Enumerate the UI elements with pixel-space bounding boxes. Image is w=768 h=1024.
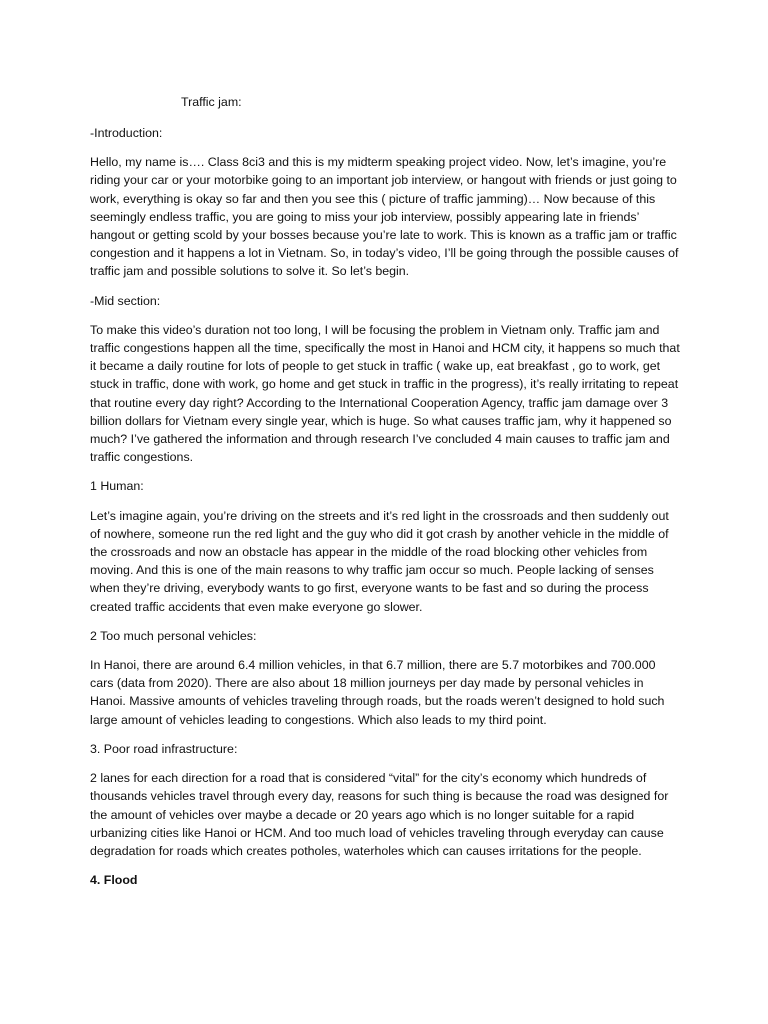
mid-section-heading: -Mid section: [90, 293, 161, 308]
document-body [90, 124, 680, 900]
infrastructure-paragraph: 2 lanes for each direction for a road that is considered “vital” for the city’s economy which hundreds of thousands vehicles travel through every day, reasons for such thing is because the road was designed for the amount of vehicles over maybe a decade or 20 years ago which is no longer suitable for a rapid urbanizing cities like Hanoi or HCM. And too much load of vehicles traveling through everyday can cause degradation for roads which creates potholes, waterholes which can causes irritations for the people. [90, 771, 669, 858]
human-heading: 1 Human: [90, 479, 144, 494]
personal-vehicles-paragraph: In Hanoi, there are around 6.4 million vehicles, in that 6.7 million, there are 5.7 motorbikes and 700.000 cars (data from 2020). There are also about 18 million journeys per day made by personal vehicles in Hanoi. Massive amounts of vehicles traveling through roads, but the roads weren’t designed to hold such large amount of vehicles leading to congestions. Which also leads to my third point. [90, 658, 665, 727]
introduction-heading: -Introduction: [90, 126, 163, 140]
human-paragraph: Let’s imagine again, you’re driving on the streets and it’s red light in the crossroads and then suddenly out of nowhere, someone run the red light and the guy who did it got crash by another vehicle in the middle of the crossroads and now an obstacle has appear in the middle of the road blocking other vehicles from moving. And this is one of the main reasons to why traffic jam occur so much. People lacking of senses when they’re driving, everybody wants to go first, everyone wants to be fast and so during the process created traffic accidents that even make everyone go slower. [90, 508, 669, 614]
mid-section-paragraph: To make this video’s duration not too long, I will be focusing the problem in Vietnam only. Traffic jam and traffic congestions happen all the time, specifically the most in Hanoi and HCM city, it happens so much that it became a daily routine for lots of people to get stuck in traffic ( wake up, eat breakfast , go to work, get stuck in traffic, done with work, go home and get stuck in traffic in the progress), it’s really irritating to repeat that routine every day right? According to the International Cooperation Agency, traffic jam damage over 3 billion dollars for Vietnam every single year, which is huge. So what causes traffic jam, why it happened so much? I’ve gathered the information and through research I’ve concluded 4 main causes to traffic jam and traffic congestions. [90, 322, 680, 465]
introduction-paragraph: Hello, my name is…. Class 8ci3 and this is my midterm speaking project video. Now, let’s imagine, you’re riding your car or your motorbike going to an important job interview, or hangout with friends or just going to work, everything is okay so far and then you see this ( picture of traffic jamming)… Now because of this seemingly endless traffic, you are going to miss your job interview, possibly appearing late in friends’ hangout or getting scold by your bosses because you’re late to work. This is known as a traffic jam or traffic congestion and it happens a lot in Vietnam. So, in today’s video, I’ll be going through the possible causes of traffic jam and possible solutions to solve it. So let’s begin. [90, 155, 679, 279]
document-title: Traffic jam: [181, 95, 242, 109]
personal-vehicles-heading: 2 Too much personal vehicles: [90, 628, 257, 643]
flood-heading: 4. Flood [90, 873, 138, 888]
infrastructure-heading: 3. Poor road infrastructure: [90, 741, 238, 756]
